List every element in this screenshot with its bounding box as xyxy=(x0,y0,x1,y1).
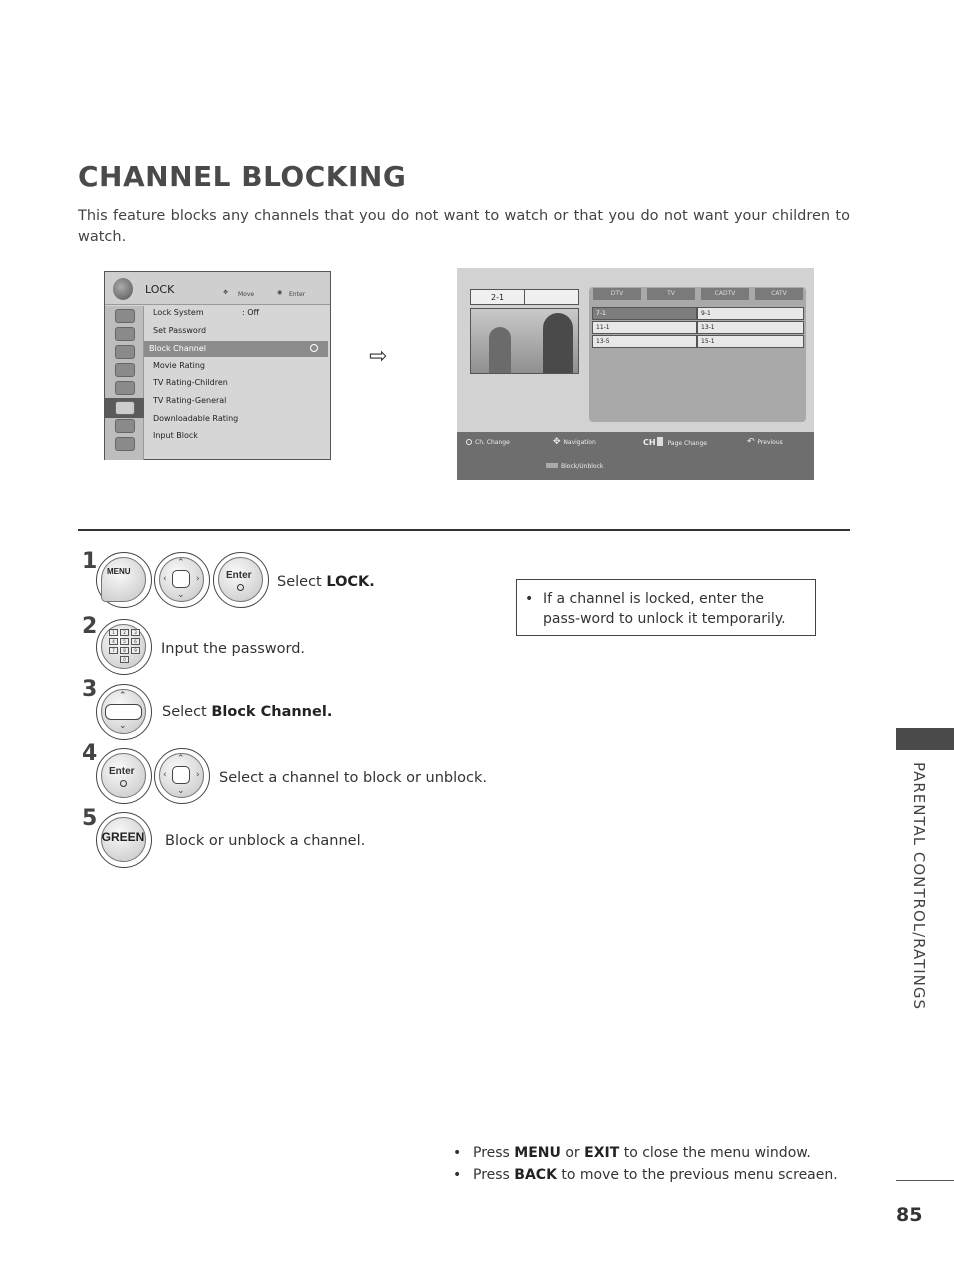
sidebar-icon-option xyxy=(115,381,135,395)
ok-square-icon xyxy=(172,570,190,588)
lock-item-tv-rating-children: TV Rating-Children xyxy=(153,378,228,387)
step-number-4: 4 xyxy=(82,741,98,766)
key-8: 8 xyxy=(120,647,129,654)
green-button xyxy=(96,812,152,868)
lock-icon xyxy=(113,278,133,300)
channel-cell: 15-1 xyxy=(697,335,804,348)
sidebar-icon-setup xyxy=(115,309,135,323)
back-icon: ↶ xyxy=(747,437,758,447)
enter-indicator-icon xyxy=(310,344,318,352)
move-icon: ✥ xyxy=(223,289,229,296)
key-3: 3 xyxy=(131,629,140,636)
section-tab xyxy=(896,728,954,750)
step-3-bold: Block Channel. xyxy=(211,704,333,720)
key-1: 1 xyxy=(109,629,118,636)
note-2-back: BACK xyxy=(514,1167,557,1183)
current-channel: 2-1 xyxy=(470,289,525,305)
enter-dot-icon xyxy=(120,780,127,787)
bullet: • xyxy=(453,1145,462,1161)
right-arrow-icon: › xyxy=(196,770,200,780)
right-arrow-icon: › xyxy=(196,574,200,584)
step-1-bold: LOCK. xyxy=(326,574,375,590)
lock-menu-title: LOCK xyxy=(145,283,175,296)
enter-button xyxy=(96,748,152,804)
channel-cell: 11-1 xyxy=(592,321,697,334)
lock-menu-screenshot xyxy=(104,271,331,460)
step-5-prefix: Block or unblock a channel. xyxy=(165,833,366,849)
lock-item-block-channel-label: Block Channel xyxy=(149,344,207,353)
sidebar-icon-picture xyxy=(115,327,135,341)
lock-item-lock-system-value: : Off xyxy=(242,308,260,317)
note-box xyxy=(516,579,816,636)
enter-button-label: Enter xyxy=(226,570,252,581)
channel-list-panel xyxy=(589,287,806,422)
down-arrow-icon: ⌄ xyxy=(177,590,185,600)
preview-person-right xyxy=(543,313,573,374)
enter-dot-icon xyxy=(237,584,244,591)
sidebar-icon-input xyxy=(115,419,135,433)
menu-button xyxy=(96,552,152,608)
lock-menu-header xyxy=(105,272,330,305)
bottom-note-2 xyxy=(453,1164,838,1186)
footer-ch-change-label: Ch. Change xyxy=(475,439,510,446)
up-arrow-icon: ⌃ xyxy=(119,691,127,701)
step-1-text xyxy=(277,574,375,590)
channel-screen-footer xyxy=(457,432,814,480)
up-arrow-icon: ⌃ xyxy=(177,754,185,764)
bullet: • xyxy=(453,1167,462,1183)
enter-small-icon xyxy=(466,439,472,445)
footer-page-change xyxy=(643,437,707,447)
tab-catv: CATV xyxy=(755,288,803,300)
green-button-label: GREEN xyxy=(101,830,145,844)
enter-button xyxy=(213,552,269,608)
footer-navigation xyxy=(553,437,596,447)
arrow-right-icon: ⇨ xyxy=(369,344,388,369)
left-arrow-icon: ‹ xyxy=(163,770,167,780)
page-title: CHANNEL BLOCKING xyxy=(78,160,407,193)
channel-cell: 13-5 xyxy=(592,335,697,348)
sidebar-icon-lock xyxy=(115,401,135,415)
step-3-prefix: Select xyxy=(162,704,212,720)
step-number-5: 5 xyxy=(82,806,98,831)
ok-square-icon xyxy=(172,766,190,784)
channel-tabs xyxy=(593,288,803,300)
green-key-icon xyxy=(546,463,558,468)
lock-menu-sidebar xyxy=(105,306,144,460)
intro-text: This feature blocks any channels that you do not want to watch or that you do not want your children to watch. xyxy=(78,208,850,245)
key-4: 4 xyxy=(109,638,118,645)
step-1-prefix: Select xyxy=(277,574,327,590)
lock-item-set-password: Set Password xyxy=(153,326,207,335)
page-number: 85 xyxy=(896,1204,923,1226)
preview-person-left xyxy=(489,327,511,374)
key-0: 0 xyxy=(120,656,129,663)
note-1-a: Press xyxy=(473,1145,515,1161)
footer-block-unblock xyxy=(546,463,603,470)
note-1-c: or xyxy=(560,1145,585,1161)
lock-item-tv-rating-general: TV Rating-General xyxy=(153,396,227,405)
tab-cadtv: CADTV xyxy=(701,288,749,300)
down-arrow-icon: ⌄ xyxy=(177,786,185,796)
note-1-d: to close the menu window. xyxy=(619,1145,811,1161)
key-2: 2 xyxy=(120,629,129,636)
section-divider xyxy=(78,529,850,531)
hint-enter: Enter xyxy=(289,291,306,298)
bottom-notes xyxy=(453,1142,838,1186)
channel-cell: 13-1 xyxy=(697,321,804,334)
left-arrow-icon: ‹ xyxy=(163,574,167,584)
step-4-text xyxy=(219,770,487,786)
number-keypad xyxy=(96,619,152,675)
footer-previous xyxy=(747,437,783,447)
footer-previous-label: Previous xyxy=(757,439,783,446)
step-number-3: 3 xyxy=(82,677,98,702)
step-2-text xyxy=(161,641,305,657)
step-5-text xyxy=(165,833,365,849)
preview-image xyxy=(470,308,579,374)
ok-pill-icon xyxy=(105,704,142,720)
channel-cell: 7-1 xyxy=(592,307,697,320)
key-5: 5 xyxy=(120,638,129,645)
navigation-button xyxy=(154,748,210,804)
footer-ch-change xyxy=(466,439,510,446)
lock-item-movie-rating: Movie Rating xyxy=(153,361,206,370)
footer-navigation-label: Navigation xyxy=(563,439,596,446)
note-1-menu: MENU xyxy=(514,1145,561,1161)
channel-cell: 9-1 xyxy=(697,307,804,320)
step-2-prefix: Input the password. xyxy=(161,641,306,657)
channel-block-screenshot xyxy=(457,268,814,480)
lock-item-lock-system: Lock System xyxy=(153,308,204,317)
navigation-button xyxy=(154,552,210,608)
lock-item-input-block: Input Block xyxy=(153,431,198,440)
hint-move: Move xyxy=(238,291,255,298)
tab-tv: TV xyxy=(647,288,695,300)
lock-item-downloadable-rating: Downloadable Rating xyxy=(153,414,239,423)
note-text: If a channel is locked, enter the pass-word to unlock it temporarily. xyxy=(543,591,786,627)
page-number-rule xyxy=(896,1180,954,1181)
key-6: 6 xyxy=(131,638,140,645)
menu-button-label: MENU xyxy=(107,567,131,576)
step-number-2: 2 xyxy=(82,614,98,639)
footer-block-unblock-label: Block/Unblock xyxy=(561,463,604,470)
key-9: 9 xyxy=(131,647,140,654)
note-row xyxy=(525,589,805,629)
note-2-a: Press xyxy=(473,1167,515,1183)
tab-dtv: DTV xyxy=(593,288,641,300)
step-number-1: 1 xyxy=(82,549,98,574)
note-1-exit: EXIT xyxy=(584,1145,620,1161)
ch-updown-icon xyxy=(657,437,663,446)
enter-icon: ◉ xyxy=(277,289,283,296)
navigation-icon: ✥ xyxy=(553,437,564,447)
down-arrow-icon: ⌄ xyxy=(119,721,127,731)
sidebar-icon-usb xyxy=(115,437,135,451)
bullet: • xyxy=(525,591,534,607)
step-3-text xyxy=(162,704,332,720)
sidebar-icon-time xyxy=(115,363,135,377)
enter-button-label: Enter xyxy=(109,766,135,777)
up-arrow-icon: ⌃ xyxy=(177,558,185,568)
footer-page-change-label: Page Change xyxy=(667,440,707,447)
section-label: PARENTAL CONTROL/RATINGS xyxy=(910,762,928,1011)
sidebar-icon-audio xyxy=(115,345,135,359)
footer-ch-label: CH xyxy=(643,438,656,447)
note-2-c: to move to the previous menu screaen. xyxy=(556,1167,838,1183)
channel-name-box xyxy=(524,289,579,305)
step-4-prefix: Select a channel to block or unblock. xyxy=(219,770,487,786)
bottom-note-1 xyxy=(453,1142,838,1164)
lock-item-block-channel xyxy=(144,341,328,357)
menu-button-face xyxy=(101,557,146,602)
up-down-button xyxy=(96,684,152,740)
key-7: 7 xyxy=(109,647,118,654)
